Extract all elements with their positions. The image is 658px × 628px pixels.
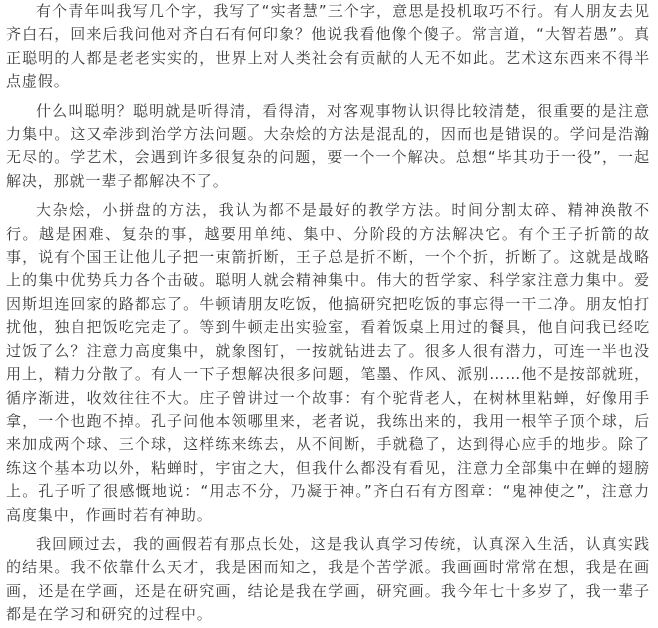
- paragraph-1: 有个青年叫我写几个字，我写了“实者慧”三个字，意思是投机取巧不行。有人朋友去见齐白石，回来后我问他对齐白石有何印象？他说我看他像个傻子。常言道，“大智若愚”。真正聪明的人都是老老实实的，世界上对人类社会有贡献的人无不如此。艺术这东西来不得半点虚假。: [6, 2, 650, 91]
- paragraph-2: 什么叫聪明？聪明就是听得清，看得清，对客观事物认识得比较清楚，很重要的是注意力集中。这又牵涉到治学方法问题。大杂烩的方法是混乱的，因而也是错误的。学问是浩瀚无尽的。学艺术，会遇到许多很复杂的问题，要一个一个解决。总想“毕其功于一役”，一起解决，那就一辈子都解决不了。: [6, 101, 650, 190]
- paragraph-4: 我回顾过去，我的画假若有那点长处，这是我认真学习传统，认真深入生活，认真实践的结果。我不依靠什么天才，我是困而知之，我是个苦学派。我画画时常常在想，我是在画画，还是在学画，还是在研究画，结论是我在学画，研究画。我今年七十多岁了，我一辈子都是在学习和研究的过程中。: [6, 534, 650, 624]
- paragraph-3: 大杂烩，小拼盘的方法，我认为都不是最好的教学方法。时间分割太碎、精神涣散不行。越是困难、复杂的事，越要用单纯、集中、分阶段的方法解决它。有个王子折箭的故事，说有个国王让他儿子把一束箭折断，王子总是折不断，一个个折，折断了。这就是战略上的集中优势兵力各个击破。聪明人就会精神集中。伟大的哲学家、科学家注意力集中。爱因斯坦连回家的路都忘了。牛顿请朋友吃饭，他搞研究把吃饭的事忘得一干二净。朋友怕打扰他，独自把饭吃完走了。等到牛顿走出实验室，看着饭桌上用过的餐具，他自问我已经吃过饭了么？注意力高度集中，就象图钉，一按就钻进去了。很多人很有潜力，可连一半也没用上，精力分散了。有人一下子想解决很多问题，笔墨、作风、派别……他不是按部就班，循序渐进，收效往往不大。庄子曾讲过一个故事：有个驼背老人，在树林里粘蝉，好像用手拿，一个也跑不掉。孔子问他本领哪里来，老者说，我练出来的，我用一根竿子顶个球，后来加成两个球、三个球，这样练来练去，从不间断，手就稳了，达到得心应手的地步。除了练这个基本功以外，粘蝉时，宇宙之大，但我什么都没有看见，注意力全部集中在蝉的翅膀上。孔子听了很感慨地说：“用志不分，乃凝于神。”齐白石有方图章：“鬼神使之”，注意力高度集中，作画时若有神助。: [6, 201, 650, 524]
